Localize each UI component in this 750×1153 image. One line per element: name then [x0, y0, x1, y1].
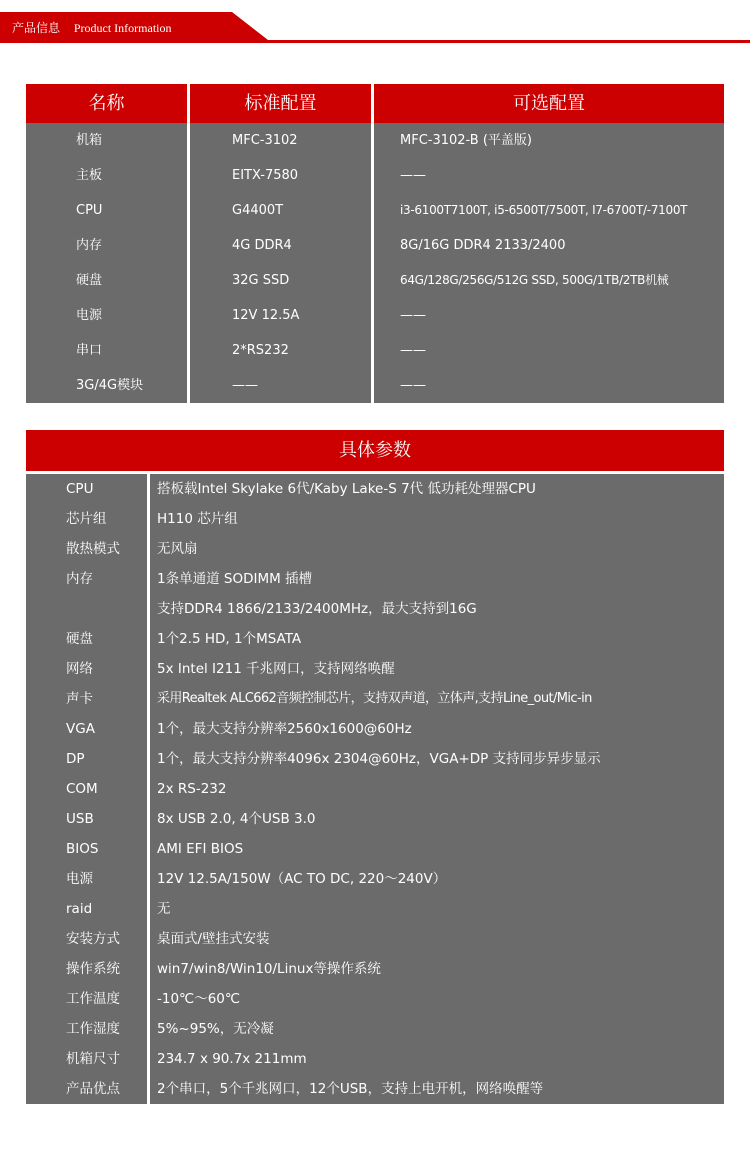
spec-key: DP: [26, 744, 150, 774]
config-cell-name: 内存: [26, 228, 190, 263]
config-cell-standard: 2*RS232: [190, 333, 374, 368]
spec-value: -10℃～60℃: [157, 991, 241, 1007]
config-cell-standard: G4400T: [190, 193, 374, 228]
spec-row: [26, 954, 724, 984]
spec-row: [26, 744, 724, 774]
config-row: [26, 158, 724, 193]
config-cell-name: 3G/4G模块: [26, 368, 190, 403]
spec-row: [26, 684, 724, 714]
config-cell-standard: 12V 12.5A: [190, 298, 374, 333]
spec-key: 工作温度: [26, 984, 150, 1014]
config-cell-standard: MFC-3102: [190, 123, 374, 158]
spec-value: 1个，最大支持分辨率2560x1600@60Hz: [157, 721, 412, 737]
spec-table: [26, 430, 724, 1104]
config-cell-optional: 64G/128G/256G/512G SSD, 500G/1TB/2TB机械: [400, 273, 669, 287]
config-cell-name: 电源: [26, 298, 190, 333]
spec-key: 散热模式: [26, 534, 150, 564]
section-header: [0, 0, 750, 44]
config-row: [26, 228, 724, 263]
spec-row: [26, 864, 724, 894]
spec-value: 12V 12.5A/150W（AC TO DC, 220～240V）: [157, 871, 447, 887]
config-header-optional: 可选配置: [513, 93, 585, 114]
spec-row: [26, 714, 724, 744]
config-cell-standard: EITX-7580: [190, 158, 374, 193]
spec-row: [26, 1044, 724, 1074]
spec-key: 内存: [26, 564, 150, 594]
spec-table-body: [26, 474, 724, 1104]
config-cell-optional: MFC-3102-B (平盖版): [400, 133, 532, 148]
spec-value: 1个，最大支持分辨率4096x 2304@60Hz，VGA+DP 支持同步异步显示: [157, 751, 601, 767]
spec-row: [26, 474, 724, 504]
spec-key: [26, 594, 150, 624]
spec-key: 硬盘: [26, 624, 150, 654]
config-header-name: 名称: [26, 84, 190, 123]
spec-key: 网络: [26, 654, 150, 684]
spec-value: 搭板载Intel Skylake 6代/Kaby Lake-S 7代 低功耗处理器CPU: [157, 481, 536, 497]
config-cell-name: 硬盘: [26, 263, 190, 298]
config-cell-standard: 4G DDR4: [190, 228, 374, 263]
config-row: [26, 193, 724, 228]
spec-value: 无: [157, 901, 171, 917]
spec-row: [26, 1014, 724, 1044]
spec-key: CPU: [26, 474, 150, 504]
config-cell-optional: ——: [400, 308, 426, 323]
spec-value: 234.7 x 90.7x 211mm: [157, 1051, 307, 1067]
spec-row: [26, 804, 724, 834]
config-cell-name: 机箱: [26, 123, 190, 158]
spec-row: [26, 594, 724, 624]
config-cell-name: 主板: [26, 158, 190, 193]
config-table-body: [26, 123, 724, 403]
config-cell-name: 串口: [26, 333, 190, 368]
config-cell-name: CPU: [26, 193, 190, 228]
spec-row: [26, 834, 724, 864]
spec-key: BIOS: [26, 834, 150, 864]
spec-row: [26, 1074, 724, 1104]
spec-key: USB: [26, 804, 150, 834]
spec-row: [26, 504, 724, 534]
spec-value: 8x USB 2.0, 4个USB 3.0: [157, 811, 316, 827]
spec-value: 5x Intel I211 千兆网口，支持网络唤醒: [157, 661, 395, 677]
config-cell-optional: i3-6100T7100T, i5-6500T/7500T, I7-6700T/-7100T: [400, 203, 688, 217]
spec-key: 工作湿度: [26, 1014, 150, 1044]
spec-value: 1条单通道 SODIMM 插槽: [157, 571, 313, 587]
spec-value: 桌面式/壁挂式安装: [157, 931, 270, 947]
spec-key: 电源: [26, 864, 150, 894]
spec-value: 5%~95%，无冷凝: [157, 1021, 274, 1037]
spec-key: 声卡: [26, 684, 150, 714]
config-row: [26, 263, 724, 298]
spec-key: COM: [26, 774, 150, 804]
spec-value: 2个串口，5个千兆网口，12个USB，支持上电开机，网络唤醒等: [157, 1081, 544, 1097]
spec-table-title: 具体参数: [26, 430, 724, 471]
header-title-en: Product Information: [73, 21, 172, 35]
config-table: [26, 84, 724, 403]
spec-key: VGA: [26, 714, 150, 744]
header-title-cn: 产品信息: [12, 21, 61, 35]
header-divider: [0, 40, 750, 43]
spec-value: 1个2.5 HD, 1个MSATA: [157, 631, 302, 647]
spec-row: [26, 774, 724, 804]
config-cell-optional: ——: [400, 343, 426, 358]
config-cell-optional: 8G/16G DDR4 2133/2400: [400, 238, 566, 253]
spec-key: 操作系统: [26, 954, 150, 984]
config-header-standard: 标准配置: [190, 84, 374, 123]
spec-key: 安装方式: [26, 924, 150, 954]
spec-row: [26, 984, 724, 1014]
spec-row: [26, 534, 724, 564]
config-cell-optional: ——: [400, 378, 426, 393]
spec-value: win7/win8/Win10/Linux等操作系统: [157, 961, 381, 977]
config-row: [26, 298, 724, 333]
config-row: [26, 368, 724, 403]
spec-value: 无风扇: [157, 541, 198, 557]
spec-row: [26, 624, 724, 654]
spec-key: 产品优点: [26, 1074, 150, 1104]
spec-key: 芯片组: [26, 504, 150, 534]
config-cell-standard: 32G SSD: [190, 263, 374, 298]
config-row: [26, 333, 724, 368]
config-row: [26, 123, 724, 158]
spec-row: [26, 894, 724, 924]
spec-row: [26, 564, 724, 594]
header-title: [12, 19, 172, 36]
spec-row: [26, 924, 724, 954]
spec-value: 2x RS-232: [157, 781, 227, 797]
spec-value: AMI EFI BIOS: [157, 841, 244, 857]
spec-value: H110 芯片组: [157, 511, 238, 527]
spec-value: 采用Realtek ALC662音频控制芯片，支持双声道，立体声,支持Line_out/Mic-in: [157, 691, 592, 706]
spec-key: 机箱尺寸: [26, 1044, 150, 1074]
config-cell-standard: ——: [190, 368, 374, 403]
config-table-header: [26, 84, 724, 123]
spec-key: raid: [26, 894, 150, 924]
spec-row: [26, 654, 724, 684]
spec-value: 支持DDR4 1866/2133/2400MHz，最大支持到16G: [157, 601, 477, 617]
config-cell-optional: ——: [400, 168, 426, 183]
